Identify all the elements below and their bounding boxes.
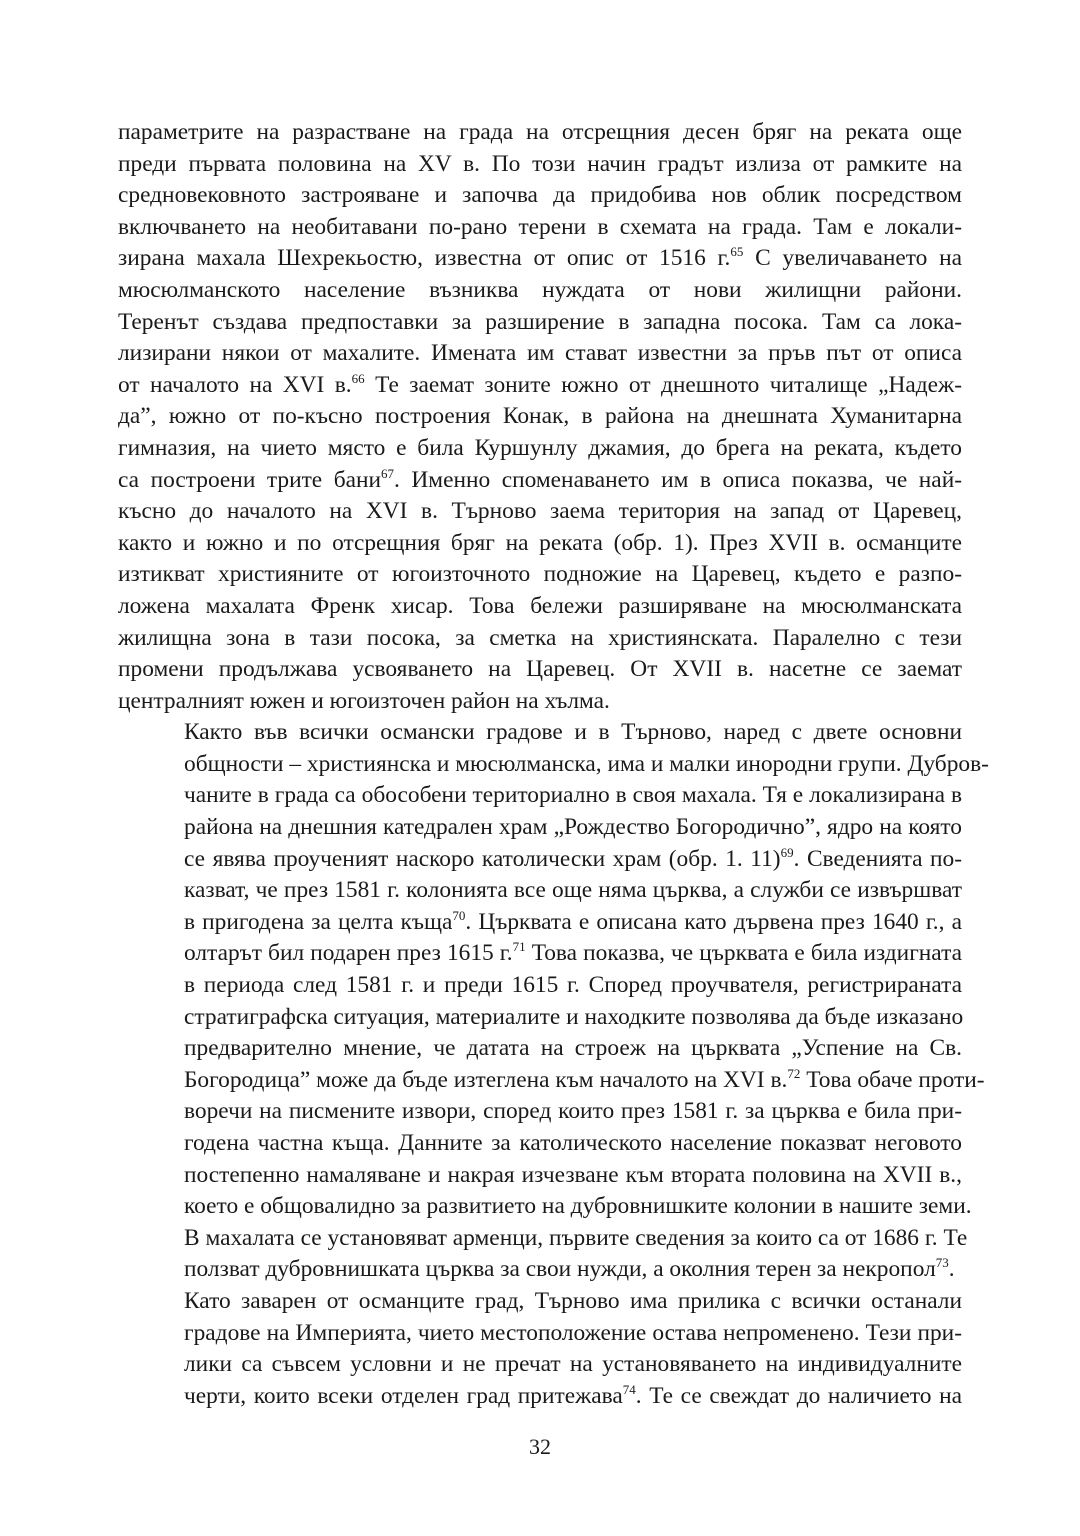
text-line xyxy=(118,1065,985,1097)
text-run: воречи на писмените извори, според които през 1581 г. за църква е била при- xyxy=(184,1098,962,1125)
text-run: . Те се свеждат до наличието на xyxy=(635,1382,962,1409)
text-line xyxy=(118,1349,962,1381)
page-number: 32 xyxy=(529,1434,551,1459)
text-run: Богородица” може да бъде изтеглена към началото на XVI в. xyxy=(184,1066,788,1093)
text-run: ползват дубровнишката църква за свои нужди, а околния терен за некропол xyxy=(184,1256,936,1283)
text-run: ложена махалата Френк хисар. Това бележи разширяване на мюсюлманската xyxy=(118,592,962,619)
text-run: включването на необитавани по-рано терени в схемата на града. Там е локали- xyxy=(118,213,962,240)
text-run: преди първата половина на XV в. По този начин градът излиза от рамките на xyxy=(118,150,962,177)
page-body xyxy=(118,117,989,1417)
text-line xyxy=(118,307,962,339)
text-line xyxy=(118,180,962,212)
text-line xyxy=(118,338,962,370)
text-run: Теренът създава предпоставки за разширение в западна посока. Там са лока- xyxy=(118,308,962,335)
text-line xyxy=(118,780,962,812)
text-line xyxy=(118,1318,962,1350)
text-line xyxy=(118,401,962,433)
text-run: изтикват християните от югоизточното подножие на Царевец, където е разпо- xyxy=(118,561,962,588)
text-line xyxy=(118,465,962,497)
text-line xyxy=(118,1160,962,1192)
text-run: промени продължава усвояването на Царевец. От XVII в. насетне се заемат xyxy=(118,656,962,683)
text-run: постепенно намаляване и накрая изчезване към втората половина на XVII в., xyxy=(184,1161,962,1188)
text-run: олтарът бил подарен през 1615 г. xyxy=(184,940,513,967)
text-line xyxy=(118,1128,962,1160)
footnote-marker: 67 xyxy=(381,465,395,481)
text-line xyxy=(118,1381,962,1413)
text-line xyxy=(118,243,962,275)
footnote-marker: 70 xyxy=(452,907,466,923)
text-run: общности – християнска и мюсюлманска, има и малки инородни групи. Дубров- xyxy=(184,750,989,777)
text-line xyxy=(118,433,962,465)
text-run: . Сведенията по- xyxy=(793,845,963,872)
text-line xyxy=(118,623,962,655)
text-run: се явява проученият наскоро католически храм (обр. 1. 11) xyxy=(184,845,781,872)
text-line xyxy=(118,844,962,876)
text-line xyxy=(118,907,962,939)
text-line xyxy=(118,1254,962,1286)
text-line xyxy=(118,1191,972,1223)
text-line xyxy=(118,496,962,528)
text-run: чаните в града са обособени териториално в своя махала. Тя е локализирана в xyxy=(184,782,962,809)
text-run: . Именно споменаването им в описа показва, че най- xyxy=(394,466,962,493)
text-run: Това показва, че църквата е била издигната xyxy=(525,940,962,967)
text-run: лики са съвсем условни и не пречат на установяването на индивидуалните xyxy=(184,1351,962,1378)
paragraph xyxy=(118,717,989,1286)
text-line xyxy=(118,970,962,1002)
text-line xyxy=(118,749,989,781)
text-line xyxy=(118,559,962,591)
text-run: от началото на XVI в. xyxy=(118,371,352,398)
footnote-marker: 69 xyxy=(780,844,794,860)
text-line xyxy=(118,212,962,244)
text-run: градове на Империята, чието местоположение остава непроменено. Тези при- xyxy=(184,1319,962,1346)
text-line xyxy=(118,1223,968,1255)
text-run: . xyxy=(948,1256,955,1283)
footnote-marker: 72 xyxy=(787,1065,801,1081)
text-line xyxy=(118,591,962,623)
text-line xyxy=(118,528,962,560)
footnote-marker: 65 xyxy=(730,244,744,260)
text-line xyxy=(118,812,962,844)
text-line xyxy=(118,1286,962,1318)
text-run: В махалата се установяват арменци, първите сведения за които са от 1686 г. Те xyxy=(184,1224,968,1251)
text-run: стратиграфска ситуация, материалите и находките позволява да бъде изказано xyxy=(184,1003,964,1030)
text-run: предварително мнение, че датата на строеж на църквата „Успение на Св. xyxy=(184,1035,962,1062)
text-line xyxy=(118,686,962,718)
text-line xyxy=(118,717,962,749)
text-run: да”, южно от по-късно построения Конак, в района на днешната Хуманитарна xyxy=(118,403,962,430)
footnote-marker: 74 xyxy=(622,1381,636,1397)
text-line xyxy=(118,875,962,907)
text-line xyxy=(118,1033,962,1065)
text-run: късно до началото на XVI в. Търново заема територия на запад от Царевец, xyxy=(118,498,962,525)
text-run: Те заемат зоните южно от днешното читалище „Надеж- xyxy=(364,371,962,398)
paragraph xyxy=(118,1286,962,1412)
text-run: . Църквата е описана като дървена през 1640 г., а xyxy=(465,908,962,935)
text-line xyxy=(118,1002,962,1034)
footnote-marker: 73 xyxy=(935,1255,949,1271)
paragraph xyxy=(118,117,962,717)
text-run: централният южен и югоизточен район на хълма. xyxy=(118,687,610,714)
text-line xyxy=(118,938,962,970)
text-run: което е общовалидно за развитието на дубровнишките колонии в нашите земи. xyxy=(184,1193,972,1220)
text-run: казват, че през 1581 г. колонията все още няма църква, а служби се извършват xyxy=(184,877,962,904)
text-line xyxy=(118,654,962,686)
text-run: лизирани някои от махалите. Имената им стават известни за пръв път от описа xyxy=(118,340,962,367)
text-run: гимназия, на чието място е била Куршунлу джамия, до брега на реката, където xyxy=(118,434,962,461)
text-run: средновековното застрояване и започва да придобива нов облик посредством xyxy=(118,182,962,209)
text-run: Това обаче проти- xyxy=(800,1066,985,1093)
footnote-marker: 66 xyxy=(351,370,365,386)
text-run: С увеличаването на xyxy=(743,245,962,272)
text-line xyxy=(118,275,962,307)
text-run: района на днешния катедрален храм „Рождество Богородично”, ядро на която xyxy=(184,814,962,841)
text-run: са построени трите бани xyxy=(118,466,382,493)
text-line xyxy=(118,1096,962,1128)
text-run: параметрите на разрастване на града на отсрещния десен бряг на реката още xyxy=(118,119,962,145)
text-run: Както във всички османски градове и в Търново, наред с двете основни xyxy=(184,719,962,746)
text-run: черти, които всеки отделен град притежава xyxy=(184,1382,623,1409)
text-run: в периода след 1581 г. и преди 1615 г. Според проучвателя, регистрираната xyxy=(184,972,962,999)
footnote-marker: 71 xyxy=(512,939,526,955)
text-run: зирана махала Шехрекьостю, известна от опис от 1516 г. xyxy=(118,245,731,272)
text-run: мюсюлманското население възниква нуждата от нови жилищни райони. xyxy=(118,276,962,303)
text-run: в пригодена за целта къща xyxy=(184,908,453,935)
text-line xyxy=(118,370,962,402)
text-run: жилищна зона в тази посока, за сметка на християнската. Паралелно с тези xyxy=(118,624,962,651)
text-run: както и южно и по отсрещния бряг на реката (обр. 1). През XVII в. османците xyxy=(118,529,962,556)
text-line xyxy=(118,117,962,149)
text-line xyxy=(118,149,962,181)
text-run: Като заварен от османците град, Търново има прилика с всички останали xyxy=(184,1287,962,1314)
text-run: годена частна къща. Данните за католическото население показват неговото xyxy=(184,1130,962,1156)
